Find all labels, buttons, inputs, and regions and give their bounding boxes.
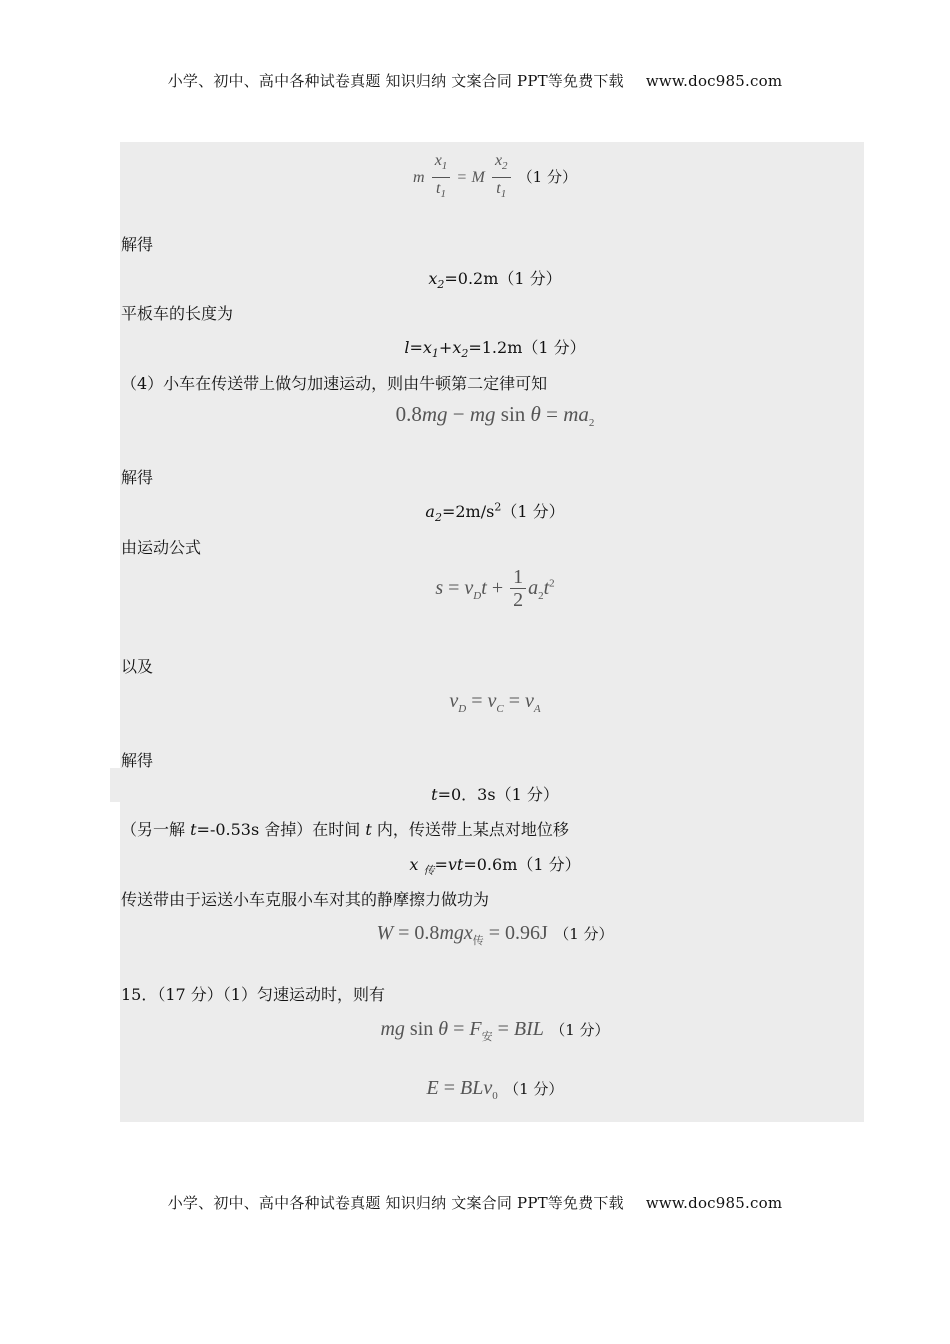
- result-length: $l=x_1+x_2=1.2m(1$ 分）: [404, 338, 586, 361]
- equation-newton: 0.8mg − mg $\sin \theta = ma_2$: [395, 402, 595, 430]
- text-motion-formula: 由运动公式: [121, 538, 202, 557]
- footer-url: www.doc985.com: [645, 1194, 783, 1212]
- result-belt-displacement: x $_传$=vt=0.6m（1 分）: [409, 855, 581, 878]
- equation-force: mg $\sin \theta = F_安$ = BIL （1 分）: [380, 1018, 610, 1043]
- fraction-x2-t1: $\frac{x_2}{t_1}$: [492, 150, 511, 205]
- text-solve-2: 解得: [121, 468, 154, 487]
- header-url: www.doc985.com: [645, 72, 783, 90]
- footer-text: 小学、初中、高中各种试卷真题 知识归纳 文案合同 PPT等免费下载: [167, 1194, 624, 1212]
- text-other-solution: （另一解 t=-0.53s 舍掉）在时间 t 内，传送带上某点对地位移: [121, 820, 569, 839]
- equation-velocity: $v_D = v_C = v_A$: [449, 690, 541, 715]
- text-solve-3: 解得: [121, 751, 154, 770]
- equation-work: W = 0.8mgx$_传$ = 0.96J （1 分）: [376, 922, 614, 947]
- page-footer: [0, 1192, 950, 1213]
- equation-emf: E = BLv$_0$ （1 分）: [426, 1077, 564, 1102]
- equation-displacement: $s = v_Dt$ + $\frac{1}{2}$ $a_2t^2$: [435, 566, 555, 611]
- text-and: 以及: [121, 657, 154, 676]
- text-length: 平板车的长度为: [121, 304, 234, 323]
- text-work: 传送带由于运送小车克服小车对其的静摩擦力做功为: [121, 890, 490, 909]
- text-solve-1: 解得: [121, 235, 154, 254]
- page-header: [0, 70, 950, 91]
- fraction-one-half: $\frac{1}{2}$: [510, 566, 526, 611]
- text-question-15: 15．（17 分）（1）匀速运动时，则有: [121, 985, 385, 1004]
- result-a2: $a_2=2m/s^2(1$ 分）: [425, 500, 565, 525]
- fraction-x1-t1: $\frac{x_1}{t_1}$: [432, 150, 451, 205]
- text-part-4: （4）小车在传送带上做匀加速运动，则由牛顿第二定律可知: [121, 374, 548, 393]
- header-text: 小学、初中、高中各种试卷真题 知识归纳 文案合同 PPT等免费下载: [167, 72, 624, 90]
- result-x2: $x_2=0.2m(1$ 分）: [428, 269, 562, 292]
- equation-momentum: m $\frac{x_1}{t_1}$ = M $\frac{x_2}{t_1}$ （1 分）: [0, 150, 950, 205]
- result-time: t=0．3s（1 分）: [431, 785, 559, 804]
